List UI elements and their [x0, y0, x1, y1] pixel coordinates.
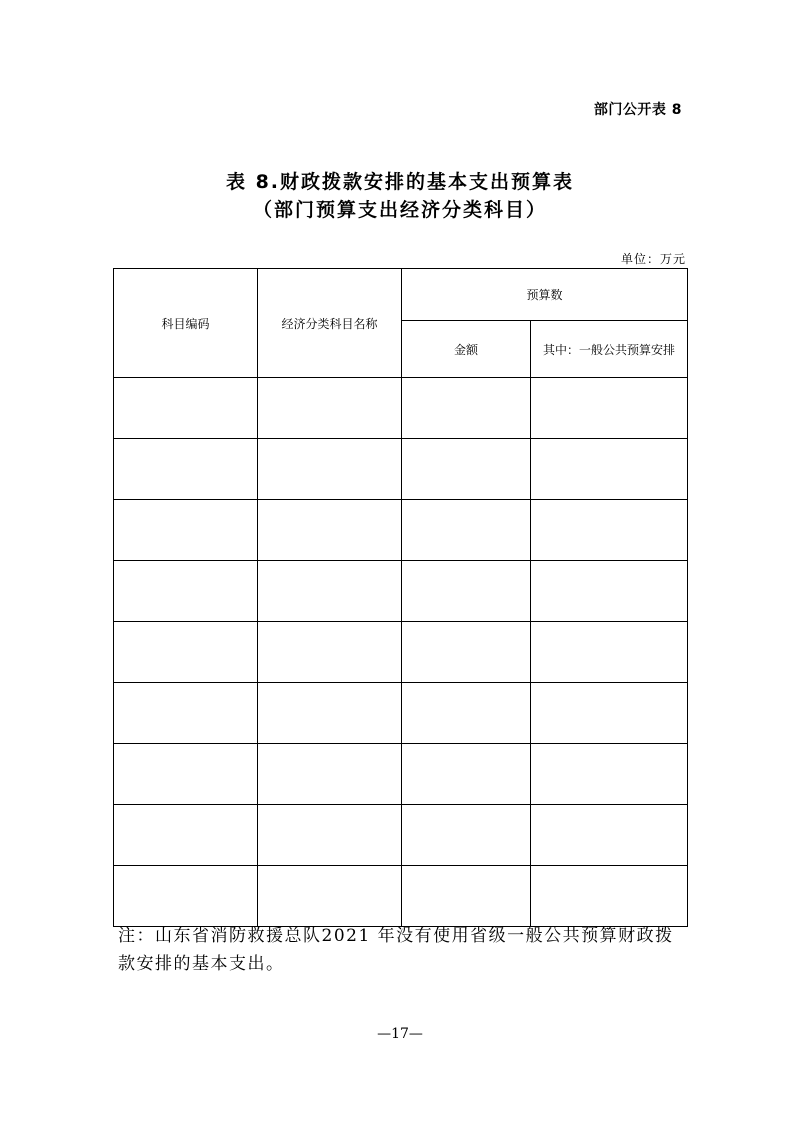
table-cell	[114, 744, 258, 805]
table-cell	[402, 805, 531, 866]
table-cell	[114, 622, 258, 683]
budget-table	[113, 268, 688, 927]
header-budget: 预算数	[402, 269, 688, 321]
table-cell	[258, 866, 402, 927]
table-cell	[258, 439, 402, 500]
table-cell	[402, 622, 531, 683]
table-cell	[258, 683, 402, 744]
table-cell	[531, 622, 688, 683]
table-cell	[402, 683, 531, 744]
table-cell	[531, 683, 688, 744]
table-cell	[531, 500, 688, 561]
table-row	[114, 866, 688, 927]
table-cell	[258, 561, 402, 622]
table-cell	[402, 866, 531, 927]
table-row	[114, 683, 688, 744]
table-row	[114, 805, 688, 866]
table-cell	[402, 561, 531, 622]
table-row	[114, 744, 688, 805]
table-title: 表 8.财政拨款安排的基本支出预算表	[225, 171, 575, 193]
header-subject-code: 科目编码	[114, 269, 258, 378]
table-cell	[531, 744, 688, 805]
table-cell	[114, 439, 258, 500]
header-amount: 金额	[402, 321, 531, 378]
table-cell	[258, 622, 402, 683]
table-cell	[258, 378, 402, 439]
table-row	[114, 378, 688, 439]
table-cell	[531, 805, 688, 866]
header-subject-name: 经济分类科目名称	[258, 269, 402, 378]
form-tag: 部门公开表 8	[593, 102, 682, 118]
table-subtitle: （部门预算支出经济分类科目）	[252, 199, 547, 221]
table-row	[114, 561, 688, 622]
table-cell	[114, 561, 258, 622]
unit-label: 单位：万元	[620, 252, 686, 266]
table-cell	[402, 744, 531, 805]
table-cell	[531, 439, 688, 500]
header-general-budget: 其中：一般公共预算安排	[531, 321, 688, 378]
table-cell	[531, 378, 688, 439]
page-number: —17—	[377, 1026, 423, 1042]
table-row	[114, 500, 688, 561]
table-cell	[114, 378, 258, 439]
table-cell	[114, 683, 258, 744]
table-cell	[114, 866, 258, 927]
table-body	[114, 378, 688, 927]
table-cell	[531, 866, 688, 927]
table-cell	[402, 500, 531, 561]
table-cell	[258, 744, 402, 805]
footnote: 注：山东省消防救援总队2021 年没有使用省级一般公共预算财政拨款安排的基本支出。	[118, 926, 674, 974]
table-cell	[258, 500, 402, 561]
table-cell	[402, 439, 531, 500]
table-row	[114, 439, 688, 500]
table-row	[114, 622, 688, 683]
table-cell	[114, 805, 258, 866]
table-cell	[402, 378, 531, 439]
table-cell	[258, 805, 402, 866]
table-cell	[531, 561, 688, 622]
table-cell	[114, 500, 258, 561]
